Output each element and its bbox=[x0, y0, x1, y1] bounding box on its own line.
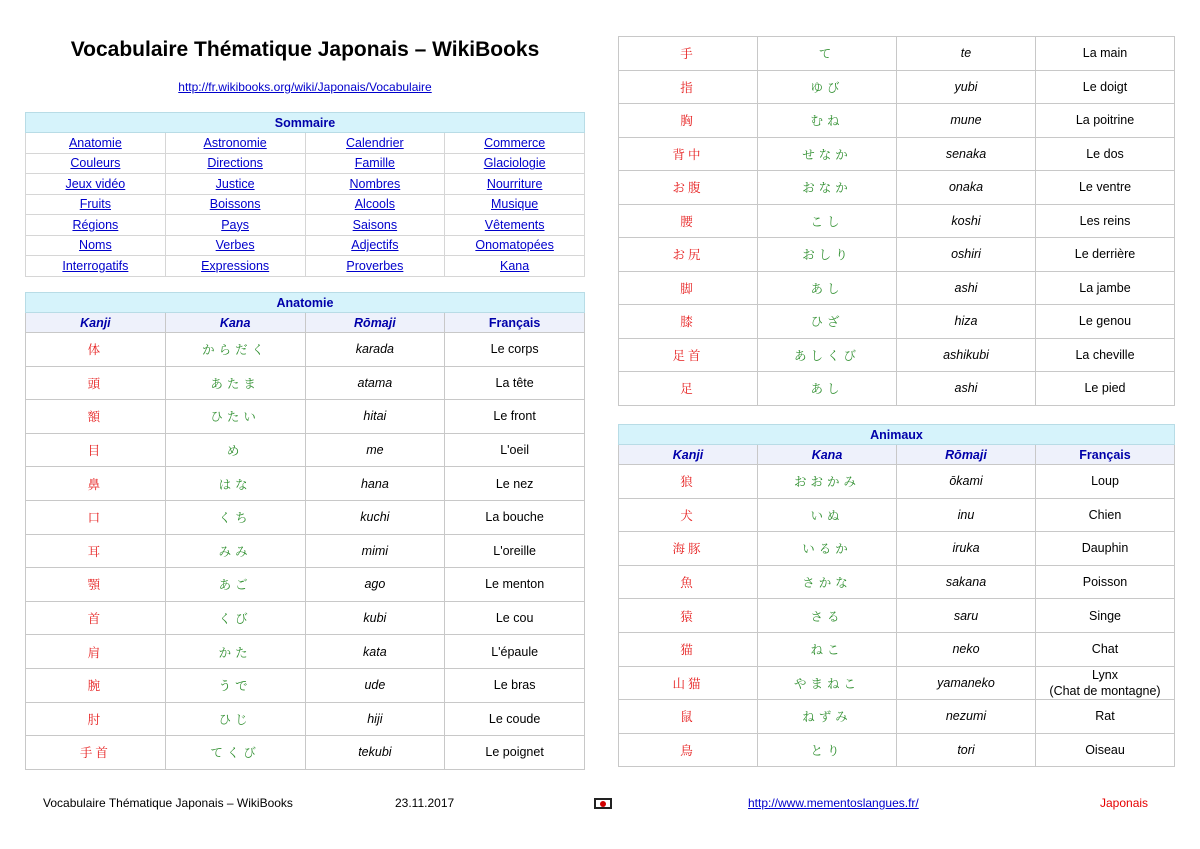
kanji-cell: 狼 bbox=[619, 465, 758, 499]
kanji-cell: 胸 bbox=[619, 104, 758, 138]
kana-cell: ひじ bbox=[165, 702, 305, 736]
romaji-cell: iruka bbox=[897, 532, 1036, 566]
francais-cell: L'épaule bbox=[445, 635, 585, 669]
sommaire-link[interactable]: Interrogatifs bbox=[26, 256, 166, 277]
vocab-row bbox=[619, 70, 1175, 104]
francais-cell: Le dos bbox=[1036, 137, 1175, 171]
vocab-row bbox=[619, 498, 1175, 532]
vocab-row bbox=[26, 467, 585, 501]
sommaire-link[interactable]: Couleurs bbox=[26, 153, 166, 174]
romaji-cell: te bbox=[897, 37, 1036, 71]
romaji-cell: ōkami bbox=[897, 465, 1036, 499]
kanji-cell: 足首 bbox=[619, 338, 758, 372]
kanji-cell: 耳 bbox=[26, 534, 166, 568]
francais-cell: La jambe bbox=[1036, 271, 1175, 305]
kanji-cell: 犬 bbox=[619, 498, 758, 532]
sommaire-link[interactable]: Nombres bbox=[305, 174, 445, 195]
kana-cell: やまねこ bbox=[758, 666, 897, 700]
vocab-row bbox=[619, 465, 1175, 499]
kanji-cell: お腹 bbox=[619, 171, 758, 205]
sommaire-link[interactable]: Expressions bbox=[165, 256, 305, 277]
kana-cell: あし bbox=[758, 372, 897, 406]
vocab-row bbox=[26, 400, 585, 434]
kana-cell: はな bbox=[165, 467, 305, 501]
kanji-cell: 額 bbox=[26, 400, 166, 434]
romaji-cell: hiji bbox=[305, 702, 445, 736]
francais-cell: Le bras bbox=[445, 668, 585, 702]
footer-language: Japonais bbox=[1100, 796, 1149, 810]
anatomie-title: Anatomie bbox=[26, 293, 585, 313]
vocab-row bbox=[619, 532, 1175, 566]
romaji-cell: koshi bbox=[897, 204, 1036, 238]
romaji-cell: hiza bbox=[897, 305, 1036, 339]
kana-cell: むね bbox=[758, 104, 897, 138]
romaji-cell: ago bbox=[305, 568, 445, 602]
kana-cell: ねこ bbox=[758, 632, 897, 666]
vocab-row bbox=[26, 366, 585, 400]
francais-note: (Chat de montagne) bbox=[1049, 683, 1161, 698]
francais-cell: Le pied bbox=[1036, 372, 1175, 406]
kana-cell: くち bbox=[165, 500, 305, 534]
wikibooks-link[interactable]: http://fr.wikibooks.org/wiki/Japonais/Vocabulaire bbox=[178, 80, 432, 94]
col-kana: Kana bbox=[758, 445, 897, 465]
vocab-row bbox=[619, 137, 1175, 171]
sommaire-row bbox=[26, 133, 585, 154]
romaji-cell: atama bbox=[305, 366, 445, 400]
francais-cell bbox=[1036, 666, 1175, 700]
vocab-row bbox=[619, 666, 1175, 700]
vocab-row bbox=[619, 338, 1175, 372]
francais-cell: Le ventre bbox=[1036, 171, 1175, 205]
anatomie-table bbox=[25, 292, 585, 770]
francais-text: Lynx bbox=[1092, 667, 1118, 682]
francais-cell: Le corps bbox=[445, 333, 585, 367]
sommaire-link[interactable]: Vêtements bbox=[445, 215, 585, 236]
kanji-cell: 山猫 bbox=[619, 666, 758, 700]
romaji-cell: saru bbox=[897, 599, 1036, 633]
sommaire-row bbox=[26, 215, 585, 236]
sommaire-row bbox=[26, 235, 585, 256]
kana-cell: ひざ bbox=[758, 305, 897, 339]
romaji-cell: karada bbox=[305, 333, 445, 367]
kana-cell: とり bbox=[758, 733, 897, 767]
kana-cell: て bbox=[758, 37, 897, 71]
romaji-cell: inu bbox=[897, 498, 1036, 532]
romaji-cell: kata bbox=[305, 635, 445, 669]
romaji-cell: yubi bbox=[897, 70, 1036, 104]
kanji-cell: 脚 bbox=[619, 271, 758, 305]
col-francais: Français bbox=[445, 313, 585, 333]
francais-cell: Oiseau bbox=[1036, 733, 1175, 767]
sommaire-link[interactable]: Kana bbox=[445, 256, 585, 277]
footer-title: Vocabulaire Thématique Japonais – WikiBooks bbox=[43, 796, 293, 810]
romaji-cell: sakana bbox=[897, 565, 1036, 599]
sommaire-link[interactable]: Famille bbox=[305, 153, 445, 174]
kana-cell: さる bbox=[758, 599, 897, 633]
romaji-cell: yamaneko bbox=[897, 666, 1036, 700]
vocab-row bbox=[619, 305, 1175, 339]
vocab-row bbox=[26, 601, 585, 635]
francais-cell: Dauphin bbox=[1036, 532, 1175, 566]
kanji-cell: 指 bbox=[619, 70, 758, 104]
kana-cell: ひたい bbox=[165, 400, 305, 434]
sommaire-link[interactable]: Adjectifs bbox=[305, 235, 445, 256]
romaji-cell: onaka bbox=[897, 171, 1036, 205]
francais-cell: L'oreille bbox=[445, 534, 585, 568]
francais-cell: Le genou bbox=[1036, 305, 1175, 339]
francais-cell: La poitrine bbox=[1036, 104, 1175, 138]
animaux-title: Animaux bbox=[619, 425, 1175, 445]
sommaire-link[interactable]: Anatomie bbox=[26, 133, 166, 154]
col-romaji: Rōmaji bbox=[897, 445, 1036, 465]
francais-cell: Loup bbox=[1036, 465, 1175, 499]
kana-cell: め bbox=[165, 433, 305, 467]
sommaire-table bbox=[25, 112, 585, 277]
romaji-cell: hitai bbox=[305, 400, 445, 434]
vocab-row bbox=[619, 204, 1175, 238]
kanji-cell: 猿 bbox=[619, 599, 758, 633]
romaji-cell: nezumi bbox=[897, 700, 1036, 734]
kanji-cell: 腕 bbox=[26, 668, 166, 702]
kana-cell: かた bbox=[165, 635, 305, 669]
sommaire-row bbox=[26, 153, 585, 174]
animaux-table bbox=[618, 424, 1175, 767]
vocab-row bbox=[619, 171, 1175, 205]
kana-cell: ねずみ bbox=[758, 700, 897, 734]
sommaire-link[interactable]: Pays bbox=[165, 215, 305, 236]
francais-cell: Le poignet bbox=[445, 736, 585, 770]
kanji-cell: 肩 bbox=[26, 635, 166, 669]
kanji-cell: 口 bbox=[26, 500, 166, 534]
romaji-cell: senaka bbox=[897, 137, 1036, 171]
kana-cell: あたま bbox=[165, 366, 305, 400]
kanji-cell: 手首 bbox=[26, 736, 166, 770]
sommaire-link[interactable]: Noms bbox=[26, 235, 166, 256]
francais-cell: Le coude bbox=[445, 702, 585, 736]
vocab-row bbox=[26, 635, 585, 669]
francais-cell: Le menton bbox=[445, 568, 585, 602]
kanji-cell: 背中 bbox=[619, 137, 758, 171]
romaji-cell: ashi bbox=[897, 271, 1036, 305]
romaji-cell: ashikubi bbox=[897, 338, 1036, 372]
romaji-cell: tekubi bbox=[305, 736, 445, 770]
kanji-cell: 鼠 bbox=[619, 700, 758, 734]
footer-date: 23.11.2017 bbox=[395, 796, 455, 810]
sommaire-link[interactable]: Alcools bbox=[305, 194, 445, 215]
vocab-row bbox=[619, 37, 1175, 71]
francais-cell: La tête bbox=[445, 366, 585, 400]
sommaire-link[interactable]: Justice bbox=[165, 174, 305, 195]
kana-cell: くび bbox=[165, 601, 305, 635]
francais-cell: La bouche bbox=[445, 500, 585, 534]
vocab-row bbox=[619, 238, 1175, 272]
kanji-cell: 首 bbox=[26, 601, 166, 635]
romaji-cell: kuchi bbox=[305, 500, 445, 534]
sommaire-link[interactable]: Calendrier bbox=[305, 133, 445, 154]
romaji-cell: hana bbox=[305, 467, 445, 501]
francais-cell: Chien bbox=[1036, 498, 1175, 532]
kana-cell: おしり bbox=[758, 238, 897, 272]
kanji-cell: 鼻 bbox=[26, 467, 166, 501]
sommaire-link[interactable]: Nourriture bbox=[445, 174, 585, 195]
kanji-cell: 腰 bbox=[619, 204, 758, 238]
kanji-cell: 顎 bbox=[26, 568, 166, 602]
kanji-cell: 足 bbox=[619, 372, 758, 406]
francais-cell: Le derrière bbox=[1036, 238, 1175, 272]
kana-cell: うで bbox=[165, 668, 305, 702]
francais-cell: Poisson bbox=[1036, 565, 1175, 599]
sommaire-link[interactable]: Boissons bbox=[165, 194, 305, 215]
francais-cell: Singe bbox=[1036, 599, 1175, 633]
vocab-row bbox=[26, 668, 585, 702]
mementos-link[interactable]: http://www.mementoslangues.fr/ bbox=[748, 796, 919, 810]
kanji-cell: 猫 bbox=[619, 632, 758, 666]
japan-flag-icon bbox=[594, 798, 612, 809]
kana-cell: あしくび bbox=[758, 338, 897, 372]
kana-cell: あし bbox=[758, 271, 897, 305]
kana-cell: あご bbox=[165, 568, 305, 602]
romaji-cell: mimi bbox=[305, 534, 445, 568]
vocab-row bbox=[26, 736, 585, 770]
romaji-cell: me bbox=[305, 433, 445, 467]
vocab-row bbox=[26, 702, 585, 736]
sommaire-link[interactable]: Commerce bbox=[445, 133, 585, 154]
sommaire-link[interactable]: Saisons bbox=[305, 215, 445, 236]
vocab-row bbox=[619, 632, 1175, 666]
romaji-cell: ude bbox=[305, 668, 445, 702]
francais-cell: Les reins bbox=[1036, 204, 1175, 238]
vocab-row bbox=[26, 433, 585, 467]
kanji-cell: 目 bbox=[26, 433, 166, 467]
sommaire-link[interactable]: Onomatopées bbox=[445, 235, 585, 256]
kana-cell: せなか bbox=[758, 137, 897, 171]
vocab-row bbox=[619, 565, 1175, 599]
kanji-cell: 体 bbox=[26, 333, 166, 367]
vocab-row bbox=[619, 104, 1175, 138]
sommaire-link[interactable]: Glaciologie bbox=[445, 153, 585, 174]
col-kanji: Kanji bbox=[26, 313, 166, 333]
kanji-cell: 魚 bbox=[619, 565, 758, 599]
sommaire-link[interactable]: Musique bbox=[445, 194, 585, 215]
francais-cell: Le front bbox=[445, 400, 585, 434]
kana-cell: おなか bbox=[758, 171, 897, 205]
romaji-cell: neko bbox=[897, 632, 1036, 666]
francais-cell: Le nez bbox=[445, 467, 585, 501]
vocab-row bbox=[619, 372, 1175, 406]
anatomie-suite-table bbox=[618, 36, 1175, 406]
col-francais: Français bbox=[1036, 445, 1175, 465]
romaji-cell: oshiri bbox=[897, 238, 1036, 272]
vocab-row bbox=[26, 568, 585, 602]
kana-cell: ゆび bbox=[758, 70, 897, 104]
kanji-cell: 手 bbox=[619, 37, 758, 71]
sommaire-link[interactable]: Verbes bbox=[165, 235, 305, 256]
kanji-cell: 鳥 bbox=[619, 733, 758, 767]
vocab-row bbox=[26, 500, 585, 534]
page-title: Vocabulaire Thématique Japonais – WikiBooks bbox=[70, 38, 540, 61]
sommaire-title: Sommaire bbox=[26, 113, 585, 133]
kanji-cell: 膝 bbox=[619, 305, 758, 339]
vocab-row bbox=[619, 733, 1175, 767]
kanji-cell: お尻 bbox=[619, 238, 758, 272]
francais-cell: Rat bbox=[1036, 700, 1175, 734]
sommaire-link[interactable]: Jeux vidéo bbox=[26, 174, 166, 195]
romaji-cell: tori bbox=[897, 733, 1036, 767]
kana-cell: こし bbox=[758, 204, 897, 238]
francais-cell: Chat bbox=[1036, 632, 1175, 666]
col-romaji: Rōmaji bbox=[305, 313, 445, 333]
kana-cell: からだく bbox=[165, 333, 305, 367]
francais-cell: La cheville bbox=[1036, 338, 1175, 372]
sommaire-row bbox=[26, 174, 585, 195]
col-kana: Kana bbox=[165, 313, 305, 333]
kanji-cell: 頭 bbox=[26, 366, 166, 400]
romaji-cell: mune bbox=[897, 104, 1036, 138]
vocab-row bbox=[619, 271, 1175, 305]
kana-cell: いるか bbox=[758, 532, 897, 566]
kanji-cell: 海豚 bbox=[619, 532, 758, 566]
kana-cell: みみ bbox=[165, 534, 305, 568]
sommaire-row bbox=[26, 256, 585, 277]
vocab-row bbox=[619, 599, 1175, 633]
vocab-row bbox=[26, 333, 585, 367]
kana-cell: おおかみ bbox=[758, 465, 897, 499]
kana-cell: いぬ bbox=[758, 498, 897, 532]
col-kanji: Kanji bbox=[619, 445, 758, 465]
kana-cell: さかな bbox=[758, 565, 897, 599]
francais-cell: La main bbox=[1036, 37, 1175, 71]
romaji-cell: ashi bbox=[897, 372, 1036, 406]
sommaire-row bbox=[26, 194, 585, 215]
kanji-cell: 肘 bbox=[26, 702, 166, 736]
romaji-cell: kubi bbox=[305, 601, 445, 635]
francais-cell: Le doigt bbox=[1036, 70, 1175, 104]
sommaire-link[interactable]: Proverbes bbox=[305, 256, 445, 277]
sommaire-link[interactable]: Astronomie bbox=[165, 133, 305, 154]
sommaire-link[interactable]: Régions bbox=[26, 215, 166, 236]
sommaire-link[interactable]: Fruits bbox=[26, 194, 166, 215]
vocab-row bbox=[26, 534, 585, 568]
francais-cell: L'oeil bbox=[445, 433, 585, 467]
francais-cell: Le cou bbox=[445, 601, 585, 635]
sommaire-link[interactable]: Directions bbox=[165, 153, 305, 174]
kana-cell: てくび bbox=[165, 736, 305, 770]
vocab-row bbox=[619, 700, 1175, 734]
